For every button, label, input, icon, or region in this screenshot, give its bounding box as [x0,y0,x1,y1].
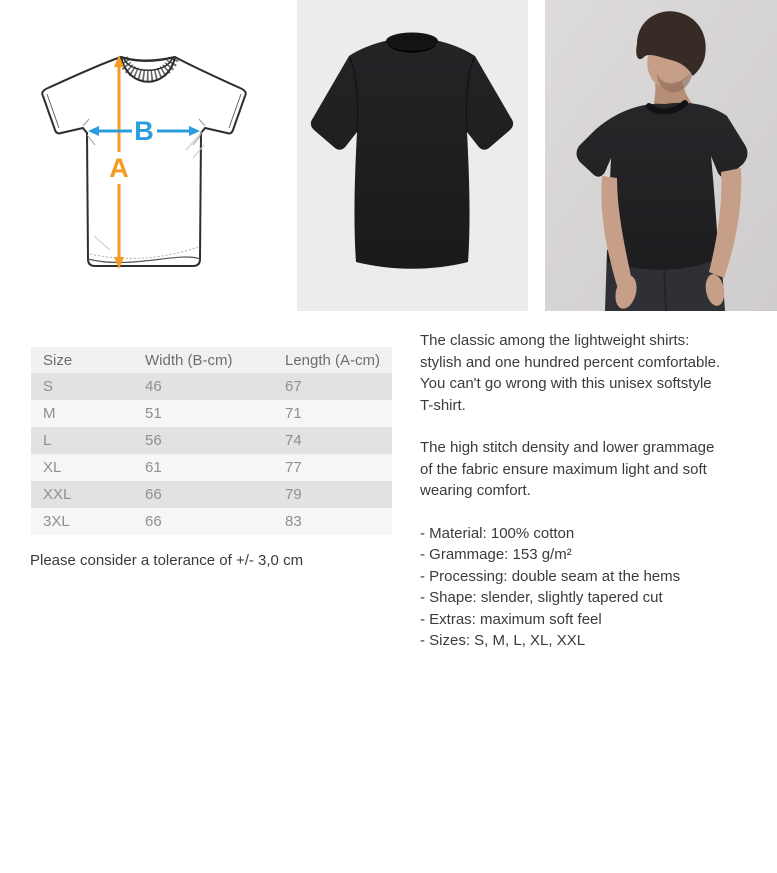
spec-line-material: - Material: 100% cotton [420,524,575,542]
diagram-label-length: A [109,153,129,183]
cell-width: 66 [133,481,273,508]
table-row [31,373,392,400]
spec-line-grammage: - Grammage: 153 g/m² [420,546,572,563]
spec-line-sizes: - Sizes: S, M, L, XL, XXL [420,632,586,649]
tolerance-note: Please consider a tolerance of +/- 3,0 cm [30,552,304,569]
cell-size: XL [31,454,133,481]
spec-list [420,523,772,652]
spec-line-processing: - Processing: double seam at the hems [420,567,681,585]
cell-length: 71 [273,400,392,427]
size-table [31,347,392,535]
spec-line-shape: - Shape: slender, slightly tapered cut [420,589,663,606]
spec-line-extras: - Extras: maximum soft feel [420,610,602,628]
size-diagram [30,38,258,274]
product-description [420,330,772,652]
flat-tee-image [297,0,528,311]
flat-tee-collar [386,33,438,50]
table-row [31,400,392,427]
description-line: The high stitch density and lower grammage [420,439,715,456]
cell-size: 3XL [31,508,133,535]
cell-width: 46 [133,373,273,400]
table-row [31,508,392,535]
table-row [31,427,392,454]
cell-size: M [31,400,133,427]
model-image [545,0,777,311]
description-line: stylish and one hundred percent comfortable. [420,353,721,371]
cell-size: L [31,427,133,454]
product-photo-flat-tee [297,0,528,311]
description-line: You can't go wrong with this unisex softstyle [420,375,712,392]
header-length: Length (A-cm) [273,347,392,373]
diagram-label-width: B [134,116,154,146]
cell-size: XXL [31,481,133,508]
cell-width: 56 [133,427,273,454]
description-line: of the fabric ensure maximum light and soft [420,460,707,478]
header-width: Width (B-cm) [133,347,273,373]
description-line: The classic among the lightweight shirts: [420,332,690,349]
cell-size: S [31,373,133,400]
cell-width: 66 [133,508,273,535]
description-paragraph-1 [420,330,772,416]
size-table-header-row [31,347,392,373]
cell-length: 74 [273,427,392,454]
header-size: Size [31,347,133,373]
table-row [31,481,392,508]
cell-width: 61 [133,454,273,481]
cell-length: 67 [273,373,392,400]
description-paragraph-2 [420,437,772,502]
product-photo-model [545,0,777,311]
tshirt-measurement-sketch [30,38,258,274]
tshirt-outline [42,57,246,266]
cell-length: 83 [273,508,392,535]
description-line: T-shirt. [420,396,466,414]
cell-length: 79 [273,481,392,508]
table-row [31,454,392,481]
description-line: wearing comfort. [420,482,531,499]
cell-width: 51 [133,400,273,427]
cell-length: 77 [273,454,392,481]
